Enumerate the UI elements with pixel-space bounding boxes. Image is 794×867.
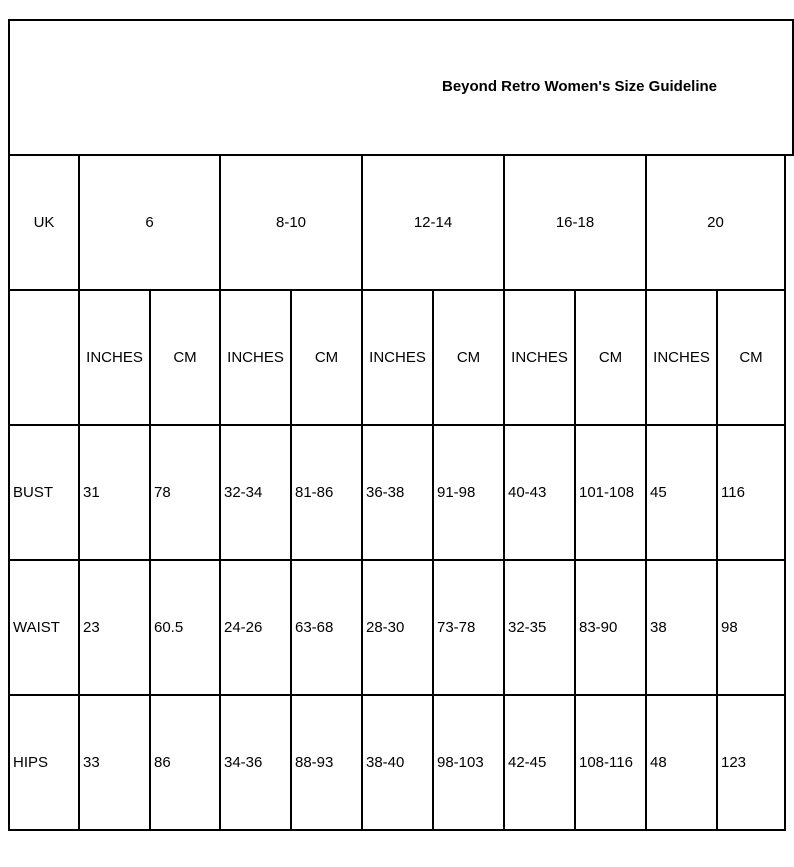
table-cell: 98-103 xyxy=(437,754,484,771)
table-cell: 33 xyxy=(83,754,100,771)
table-cell: 88-93 xyxy=(295,754,334,771)
table-border xyxy=(8,19,794,21)
unit-header: CM xyxy=(314,349,339,366)
table-cell: 73-78 xyxy=(437,619,476,636)
size-header: 12-14 xyxy=(413,214,453,231)
table-cell: 42-45 xyxy=(508,754,547,771)
table-cell: 24-26 xyxy=(224,619,263,636)
size-header: 16-18 xyxy=(555,214,595,231)
table-cell: 32-35 xyxy=(508,619,547,636)
size-header: 20 xyxy=(707,214,724,231)
table-cell: 28-30 xyxy=(366,619,405,636)
row-label-waist: WAIST xyxy=(13,619,60,636)
row-label-hips: HIPS xyxy=(13,754,49,771)
table-cell: 91-98 xyxy=(437,484,476,501)
unit-header: INCHES xyxy=(511,349,568,366)
table-cell: 38-40 xyxy=(366,754,405,771)
table-cell: 36-38 xyxy=(366,484,405,501)
table-cell: 63-68 xyxy=(295,619,334,636)
unit-header: INCHES xyxy=(227,349,284,366)
table-cell: 48 xyxy=(650,754,667,771)
table-cell: 83-90 xyxy=(579,619,618,636)
table-cell: 40-43 xyxy=(508,484,547,501)
unit-header: CM xyxy=(598,349,623,366)
table-cell: 45 xyxy=(650,484,667,501)
table-cell: 23 xyxy=(83,619,100,636)
table-border xyxy=(8,829,786,831)
size-row-label: UK xyxy=(33,214,55,231)
unit-header: CM xyxy=(173,349,197,366)
row-label-bust: BUST xyxy=(13,484,54,501)
unit-header: INCHES xyxy=(86,349,143,366)
size-header: 8-10 xyxy=(275,214,307,231)
table-cell: 31 xyxy=(83,484,100,501)
unit-header: INCHES xyxy=(653,349,710,366)
unit-header: INCHES xyxy=(369,349,426,366)
table-border xyxy=(784,154,786,831)
table-cell: 34-36 xyxy=(224,754,263,771)
table-cell: 78 xyxy=(154,484,171,501)
table-title: Beyond Retro Women's Size Guideline xyxy=(442,78,718,95)
table-cell: 38 xyxy=(650,619,667,636)
table-cell: 101-108 xyxy=(579,484,635,501)
table-cell: 60.5 xyxy=(154,619,184,636)
table-cell: 108-116 xyxy=(579,754,633,771)
table-cell: 123 xyxy=(721,754,747,771)
unit-header: CM xyxy=(456,349,481,366)
table-cell: 81-86 xyxy=(295,484,334,501)
size-header: 6 xyxy=(145,214,154,231)
table-cell: 86 xyxy=(154,754,171,771)
table-cell: 32-34 xyxy=(224,484,263,501)
table-cell: 98 xyxy=(721,619,738,636)
unit-header: CM xyxy=(739,349,763,366)
table-cell: 116 xyxy=(721,484,745,501)
